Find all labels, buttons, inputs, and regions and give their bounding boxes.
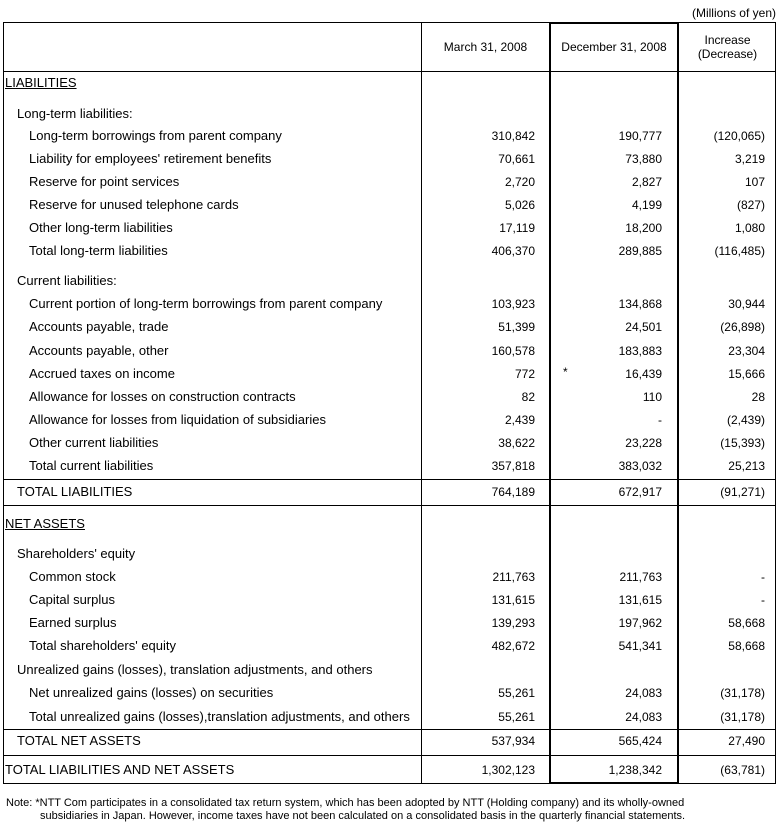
row-label: Common stock — [29, 569, 116, 584]
row-value-c3: (2,439) — [726, 413, 765, 427]
row-value-c1: 17,119 — [499, 221, 535, 235]
row-value-c2: 24,083 — [625, 686, 662, 700]
row-value-c3: (91,271) — [720, 485, 765, 499]
row-value-c2: 23,228 — [625, 436, 662, 450]
section-current: Current liabilities: — [17, 273, 117, 288]
row-value-c3: 3,219 — [734, 152, 765, 166]
row-value-c1: 55,261 — [498, 686, 535, 700]
row-value-c3: (116,485) — [714, 244, 765, 258]
header-increase: Increase — [704, 33, 751, 47]
row-value-c1: 2,439 — [504, 413, 535, 427]
row-value-c2: 18,200 — [625, 221, 662, 235]
row-value-c2: 24,501 — [625, 320, 662, 334]
row-value-c2: 1,238,342 — [608, 763, 662, 777]
row-value-c2: - — [658, 413, 662, 427]
row-value-c3: (63,781) — [720, 763, 765, 777]
row-label: Accounts payable, trade — [29, 319, 169, 334]
row-value-c2: 672,917 — [618, 485, 662, 499]
row-value-c1: 1,302,123 — [481, 763, 535, 777]
row-label: Other current liabilities — [29, 435, 159, 450]
row-value-c2: 183,883 — [618, 344, 662, 358]
row-value-c3: 28 — [751, 390, 765, 404]
row-value-c3: 107 — [744, 175, 765, 189]
row-label: Current portion of long-term borrowings from parent company — [29, 296, 383, 311]
footnote-marker: * — [563, 365, 568, 379]
footnote-line-1: Note: *NTT Com participates in a consolidated tax return system, which has been adopted by NTT (Holding company) and its wholly-owned — [6, 797, 685, 809]
row-label: Total unrealized gains (losses),translation adjustments, and others — [29, 709, 410, 724]
row-value-c1: 82 — [521, 390, 535, 404]
row-value-c1: 2,720 — [504, 175, 535, 189]
row-label: TOTAL LIABILITIES — [17, 484, 133, 499]
row-value-c1: 482,672 — [491, 639, 535, 653]
row-value-c1: 55,261 — [498, 710, 535, 724]
row-value-c2: 190,777 — [618, 129, 662, 143]
row-value-c2: 4,199 — [631, 198, 662, 212]
row-value-c3: (827) — [736, 198, 765, 212]
row-value-c3: - — [761, 570, 765, 584]
row-label: Allowance for losses from liquidation of subsidiaries — [29, 412, 326, 427]
row-value-c3: 58,668 — [728, 616, 765, 630]
header-december-2008: December 31, 2008 — [561, 40, 667, 54]
row-label: Reserve for unused telephone cards — [29, 197, 239, 212]
row-value-c1: 139,293 — [491, 616, 535, 630]
row-value-c3: 23,304 — [728, 344, 765, 358]
row-label: TOTAL NET ASSETS — [17, 733, 141, 748]
row-label: Accrued taxes on income — [29, 366, 175, 381]
section-liabilities: LIABILITIES — [5, 75, 77, 90]
row-label: Long-term borrowings from parent company — [29, 128, 282, 143]
row-label: Reserve for point services — [29, 174, 180, 189]
row-label: Capital surplus — [29, 592, 115, 607]
row-value-c1: 537,934 — [491, 734, 535, 748]
row-value-c2: 383,032 — [618, 459, 662, 473]
header-rule — [3, 71, 776, 72]
row-value-c3: 1,080 — [734, 221, 765, 235]
row-value-c3: 30,944 — [728, 297, 765, 311]
rule-above-total-liabilities — [3, 479, 776, 480]
rule-above-total-net-assets — [3, 729, 776, 730]
row-value-c2: 131,615 — [618, 593, 662, 607]
section-shareholders-equity: Shareholders' equity — [17, 546, 136, 561]
row-label: TOTAL LIABILITIES AND NET ASSETS — [5, 762, 235, 777]
row-value-c1: 772 — [514, 367, 535, 381]
section-unrealized: Unrealized gains (losses), translation adjustments, and others — [17, 662, 373, 677]
row-value-c2: 2,827 — [631, 175, 662, 189]
row-label: Earned surplus — [29, 615, 117, 630]
row-value-c3: (120,065) — [713, 129, 765, 143]
row-value-c2: 289,885 — [618, 244, 662, 258]
row-value-c2: 197,962 — [618, 616, 662, 630]
header-march-2008: March 31, 2008 — [443, 40, 528, 54]
footnote — [6, 797, 685, 823]
col2-bottom-edge — [549, 782, 679, 784]
section-long-term: Long-term liabilities: — [17, 106, 133, 121]
row-value-c1: 51,399 — [498, 320, 535, 334]
row-value-c3: - — [761, 593, 765, 607]
header-decrease: (Decrease) — [697, 47, 758, 61]
row-value-c3: 58,668 — [728, 639, 765, 653]
row-value-c1: 131,615 — [491, 593, 535, 607]
rule-below-total-net-assets — [3, 755, 776, 756]
row-value-c2: 211,763 — [619, 570, 662, 584]
col2-top-edge — [549, 22, 679, 24]
row-value-c2: 24,083 — [625, 710, 662, 724]
row-label: Total current liabilities — [29, 458, 154, 473]
row-value-c3: (26,898) — [720, 320, 765, 334]
row-value-c1: 406,370 — [491, 244, 535, 258]
row-value-c2: 565,424 — [618, 734, 662, 748]
row-value-c2: 134,868 — [618, 297, 662, 311]
row-value-c1: 160,578 — [491, 344, 535, 358]
row-value-c1: 38,622 — [498, 436, 535, 450]
rule-below-total-liabilities — [3, 505, 776, 506]
row-label: Other long-term liabilities — [29, 220, 173, 235]
row-value-c3: 15,666 — [728, 367, 765, 381]
row-value-c2: 73,880 — [625, 152, 662, 166]
row-value-c2: 16,439 — [625, 367, 662, 381]
row-value-c3: 27,490 — [728, 734, 765, 748]
row-value-c1: 310,842 — [491, 129, 535, 143]
row-value-c3: (31,178) — [720, 686, 765, 700]
row-label: Total long-term liabilities — [29, 243, 168, 258]
row-value-c2: 110 — [642, 390, 662, 404]
row-value-c1: 357,818 — [491, 459, 535, 473]
row-label: Liability for employees' retirement benefits — [29, 151, 272, 166]
row-value-c3: (15,393) — [720, 436, 765, 450]
row-label: Total shareholders' equity — [29, 638, 177, 653]
row-value-c1: 764,189 — [491, 485, 535, 499]
row-value-c2: 541,341 — [618, 639, 662, 653]
row-label: Accounts payable, other — [29, 343, 169, 358]
row-label: Net unrealized gains (losses) on securities — [29, 685, 274, 700]
row-value-c1: 5,026 — [504, 198, 535, 212]
row-label: Allowance for losses on construction contracts — [29, 389, 296, 404]
row-value-c3: (31,178) — [720, 710, 765, 724]
footnote-line-2: subsidiaries in Japan. However, income taxes have not been calculated on a consolidated basis in the quarterly financial statements. — [40, 810, 686, 822]
section-net-assets: NET ASSETS — [5, 516, 85, 531]
row-value-c1: 211,763 — [492, 570, 535, 584]
units-label: (Millions of yen) — [691, 6, 776, 20]
row-value-c1: 70,661 — [498, 152, 535, 166]
row-value-c1: 103,923 — [491, 297, 535, 311]
row-value-c3: 25,213 — [728, 459, 765, 473]
